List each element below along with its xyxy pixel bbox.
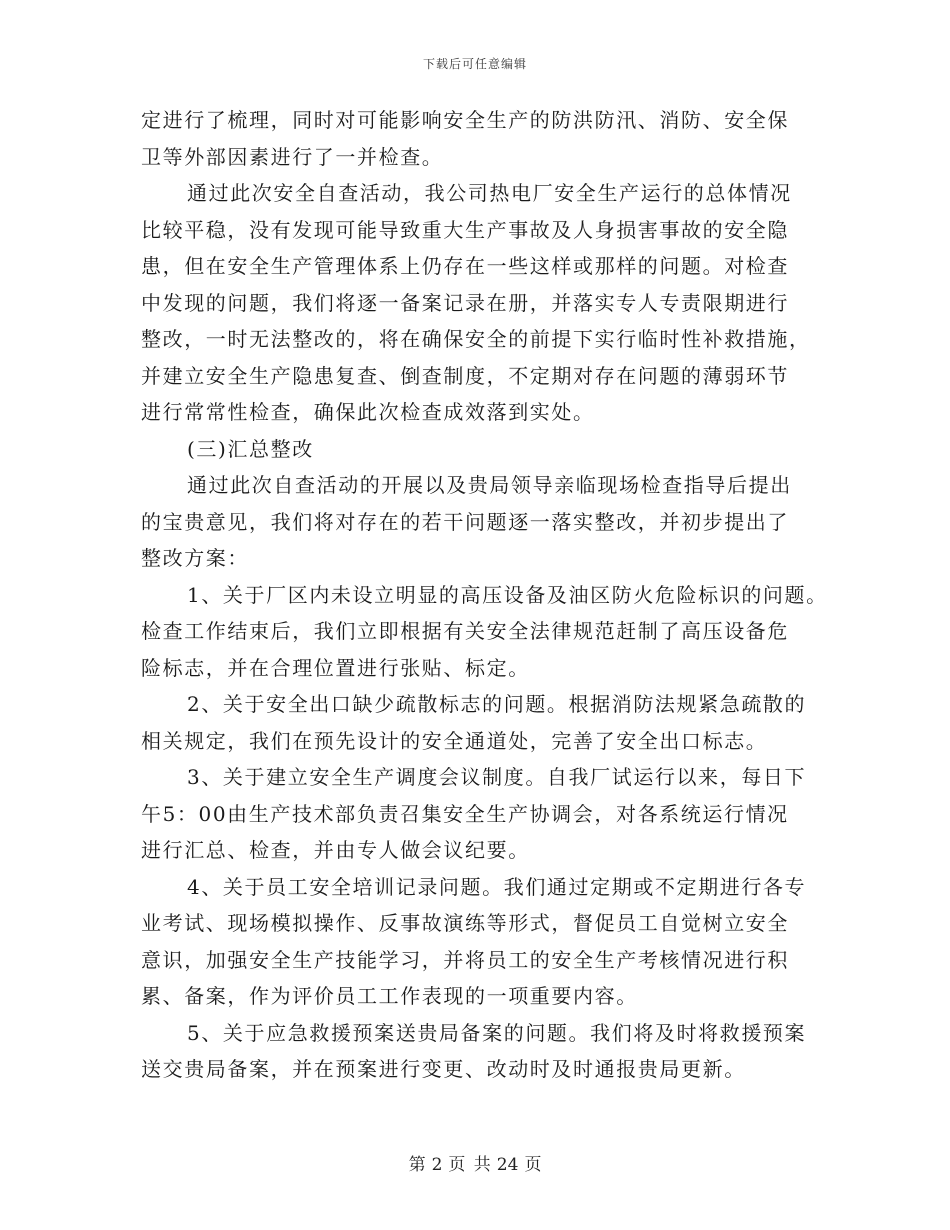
text-line: 5、关于应急救援预案送贵局备案的问题。我们将及时将救援预案 [187,1020,807,1045]
document-body [141,102,828,1088]
text-line: 1、关于厂区内未设立明显的高压设备及油区防火危险标识的问题。 [187,582,828,607]
text-line: 业考试、现场模拟操作、反事故演练等形式，督促员工自觉树立安全 [141,911,789,935]
text-line: 卫等外部因素进行了一并检查。 [141,144,444,169]
text-line: 定进行了梳理，同时对可能影响安全生产的防洪防汛、消防、安全保 [141,108,789,132]
text-line: 整改方案： [141,546,249,570]
text-line: (三)汇总整改 [187,436,314,461]
text-line: 进行汇总、检查，并由专人做会议纪要。 [141,838,530,862]
footer-page-number: 2 [431,1155,443,1175]
page-footer [0,1150,950,1175]
page-header: 下载后可任意编辑 [422,57,527,71]
text-line: 送交贵局备案，并在预案进行变更、改动时及时通报贵局更新。 [141,1057,746,1081]
text-line: 4、关于员工安全培训记录问题。我们通过定期或不定期进行各专 [187,874,807,899]
text-line: 通过此次安全自查活动，我公司热电厂安全生产运行的总体情况 [187,181,792,205]
text-line: 整改，一时无法整改的，将在确保安全的前提下实行临时性补救措施， [141,327,811,351]
text-line: 患，但在安全生产管理体系上仍存在一些这样或那样的问题。对检查 [141,254,789,278]
footer-prefix: 第 [408,1155,426,1175]
text-line: 中发现的问题，我们将逐一备案记录在册，并落实专人专责限期进行 [141,290,789,315]
text-line: 的宝贵意见，我们将对存在的若干问题逐一落实整改，并初步提出了 [141,509,789,534]
text-line: 意识，加强安全生产技能学习，并将员工的安全生产考核情况进行积 [141,947,789,972]
text-line: 比较平稳，没有发现可能导致重大生产事故及人身损害事故的安全隐 [141,217,789,242]
footer-suffix: 页 [524,1155,542,1175]
text-line: 检查工作结束后，我们立即根据有关安全法律规范赶制了高压设备危 [141,619,789,643]
text-line: 相关规定，我们在预先设计的安全通道处，完善了安全出口标志。 [141,728,768,753]
text-line: 通过此次自查活动的开展以及贵局领导亲临现场检查指导后提出 [187,473,792,497]
footer-total-pages: 24 [496,1155,519,1175]
text-line: 午5：00由生产技术部负责召集安全生产协调会，对各系统运行情况 [141,801,789,826]
text-line: 并建立安全生产隐患复查、倒查制度，不定期对存在问题的薄弱环节 [141,363,789,388]
text-line: 累、备案，作为评价员工工作表现的一项重要内容。 [141,984,638,1008]
text-line: 3、关于建立安全生产调度会议制度。自我厂试运行以来，每日下 [187,765,807,789]
text-line: 2、关于安全出口缺少疏散标志的问题。根据消防法规紧急疏散的 [187,692,807,716]
footer-middle: 页 共 [448,1155,491,1175]
text-line: 险标志，并在合理位置进行张贴、标定。 [141,655,530,680]
text-line: 进行常常性检查，确保此次检查成效落到实处。 [141,400,595,424]
